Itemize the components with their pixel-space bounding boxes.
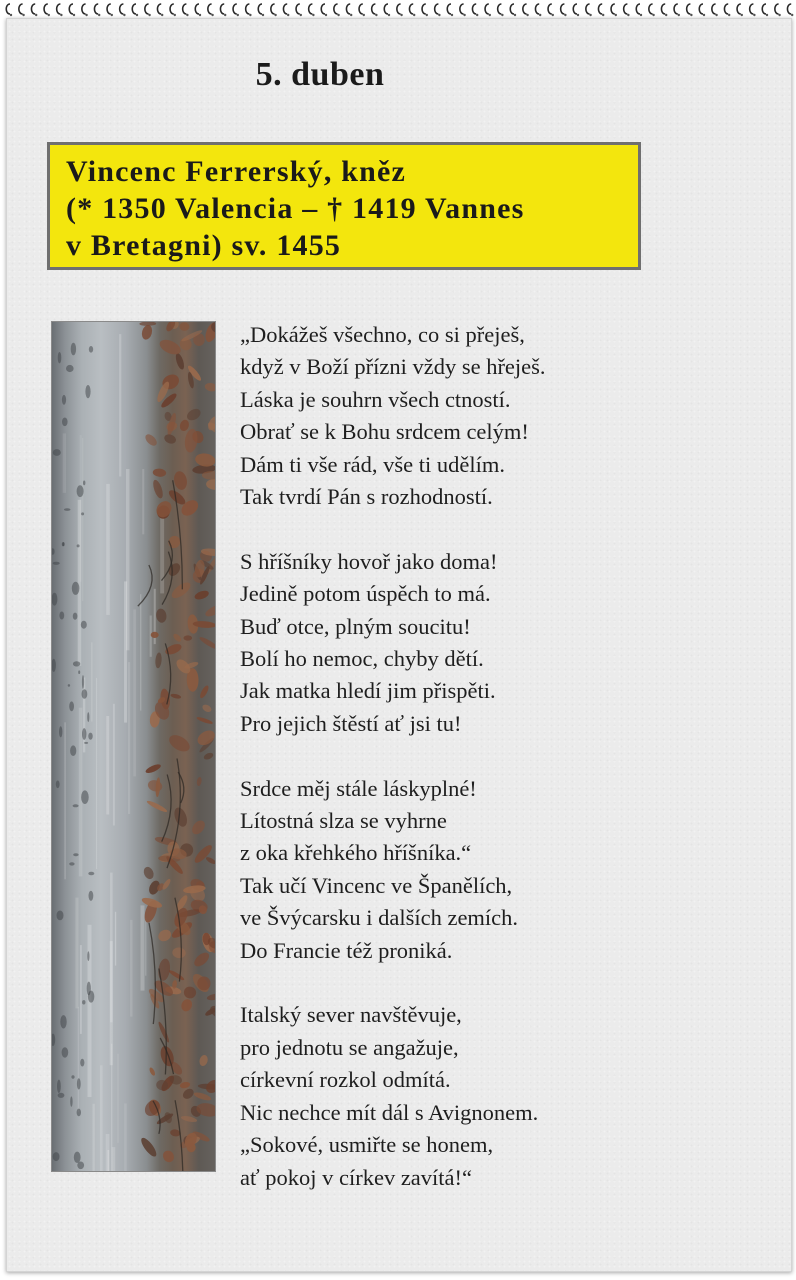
saint-name-line: Vincenc Ferrerský, kněz bbox=[66, 155, 407, 188]
poem-line: když v Boží přízni vždy se hřeješ. bbox=[240, 354, 546, 380]
poem-line: z oka křehkého hříšníka.“ bbox=[240, 840, 472, 866]
poem-line: Jak matka hledí jim přispěti. bbox=[240, 678, 496, 704]
stanza-2 bbox=[240, 546, 760, 740]
poem-line: církevní rozkol odmítá. bbox=[240, 1067, 451, 1093]
poem-line: Lítostná slza se vyhrne bbox=[240, 808, 447, 834]
poem-line: Buď otce, plným soucitu! bbox=[240, 613, 471, 639]
poem-line: ve Švýcarsku i dalších zemích. bbox=[240, 905, 519, 931]
stanza-1 bbox=[240, 319, 760, 513]
stanza-4 bbox=[240, 999, 760, 1193]
poem bbox=[240, 319, 760, 1194]
saint-banner bbox=[47, 142, 641, 270]
poem-line: Bolí ho nemoc, chyby dětí. bbox=[240, 646, 484, 672]
poem-line: pro jednotu se angažuje, bbox=[240, 1034, 459, 1060]
saint-canonization-line: v Bretagni) sv. 1455 bbox=[66, 229, 342, 262]
poem-line: Tak učí Vincenc ve Španělích, bbox=[240, 872, 513, 898]
poem-line: S hříšníky hovoř jako doma! bbox=[240, 548, 498, 574]
poem-line: Jedině potom úspěch to má. bbox=[240, 581, 491, 607]
poem-line: Nic nechce mít dál s Avignonem. bbox=[240, 1099, 539, 1125]
wet-pavement-photo bbox=[51, 321, 216, 1172]
poem-line: „Dokážeš všechno, co si přeješ, bbox=[240, 322, 525, 347]
date-heading: 5. duben bbox=[255, 56, 385, 93]
saint-dates-line: (* 1350 Valencia – † 1419 Vannes bbox=[66, 192, 525, 225]
poem-line: Obrať se k Bohu srdcem celým! bbox=[240, 419, 529, 445]
poem-line: Tak tvrdí Pán s rozhodností. bbox=[240, 484, 493, 510]
poem-line: ať pokoj v církev zavítá!“ bbox=[240, 1164, 473, 1190]
stanza-3 bbox=[240, 773, 760, 967]
poem-line: Pro jejich štěstí ať jsi tu! bbox=[240, 710, 462, 736]
poem-line: Srdce měj stále láskyplné! bbox=[240, 775, 477, 801]
poem-line: Dám ti vše rád, vše ti udělím. bbox=[240, 451, 505, 477]
poem-line: Láska je souhrn všech ctností. bbox=[240, 386, 511, 412]
poem-line: „Sokové, usmiřte se honem, bbox=[240, 1132, 494, 1158]
poem-line: Italský sever navštěvuje, bbox=[240, 1002, 462, 1028]
poem-line: Do Francie též proniká. bbox=[240, 937, 453, 963]
